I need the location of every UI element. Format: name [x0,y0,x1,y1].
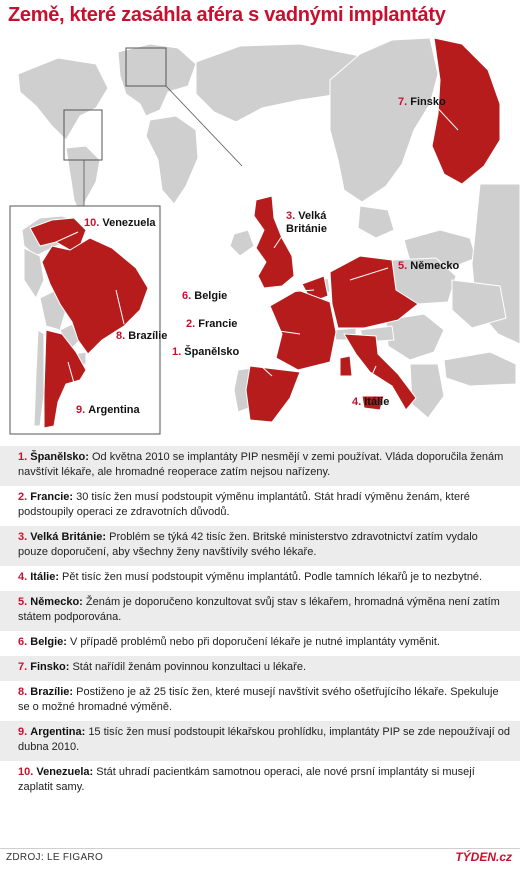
label-number: 8. [116,330,126,342]
note-number: 1. [18,451,28,463]
label-italie [352,396,389,409]
note-text: Od května 2010 se implantáty PIP nesmějí v zemi používat. Vláda doporučila ženám navštívit lékaře, ale hromadné reoperace zatím nejsou nařízeny. [18,451,504,478]
label-number: 5. [398,260,408,272]
label-name: Francie [198,318,238,330]
label-number: 1. [172,346,182,358]
note-item [0,656,520,681]
note-country: Německo: [30,596,83,608]
brand-logo[interactable]: TÝDEN.cz [455,850,512,864]
note-number: 9. [18,726,28,738]
note-country: Belgie: [30,636,67,648]
page-title: Země, které zasáhla aféra s vadnými implantáty [8,4,446,26]
label-name: Velká [298,210,327,222]
label-number: 3. [286,210,296,222]
note-number: 3. [18,531,28,543]
label-number: 4. [352,396,362,408]
note-item [0,486,520,526]
label-name: Venezuela [102,217,156,229]
note-text: Ženám je doporučeno konzultovat svůj stav s lékařem, hromadná výměna není zatím státem podporována. [18,596,500,623]
note-country: Itálie: [30,571,59,583]
note-text: Stát nařídil ženám povinnou konzultaci u lékaře. [72,661,307,673]
note-item [0,446,520,486]
note-country: Brazílie: [30,686,74,698]
label-name: Finsko [410,96,446,108]
note-item [0,681,520,721]
note-country: Argentina: [30,726,86,738]
note-item [0,526,520,566]
footer [0,848,520,869]
source-text: ZDROJ: LE FIGARO [6,852,104,863]
note-item [0,566,520,591]
label-name: Argentina [88,404,140,416]
label-name: Itálie [364,396,390,408]
label-name: Německo [410,260,460,272]
note-number: 7. [18,661,28,673]
note-number: 5. [18,596,28,608]
label-number: 7. [398,96,408,108]
note-text: Pět tisíc žen musí podstoupit výměnu implantátů. Podle tamních lékařů je to nezbytné. [62,571,483,583]
label-venezuela [84,217,156,230]
label-name: Brazílie [128,330,168,342]
map-area [0,34,520,442]
label-velka-britanie-line2 [286,223,327,236]
label-number: 6. [182,290,192,302]
label-belgie [182,290,227,303]
note-number: 4. [18,571,28,583]
label-name: Belgie [194,290,228,302]
label-finsko [398,96,446,109]
note-item [0,591,520,631]
label-number: 10. [84,217,100,229]
note-country: Francie: [30,491,74,503]
note-number: 10. [18,766,34,778]
note-number: 6. [18,636,28,648]
region-francie [270,290,336,370]
note-text: Problém se týká 42 tisíc žen. Britské ministerstvo zdravotnictví zatím vydalo pouze doporučení, aby všechny ženy navštívily svého lékaře. [18,531,478,558]
label-number: 9. [76,404,86,416]
label-spanelsko [172,346,239,359]
note-text: 15 tisíc žen musí podstoupit lékařskou prohlídku, implantáty PIP se zde nepoužívají od dubna 2010. [18,726,511,753]
region-sardinie [340,356,352,376]
label-brazilie [116,330,167,343]
note-text: Postiženo je až 25 tisíc žen, které musejí navštívit svého ošetřujícího lékaře. Spekuluje se o možné hromadné výměně. [18,686,499,713]
note-country: Venezuela: [36,766,94,778]
label-velka-britanie [286,210,326,223]
note-item [0,721,520,761]
label-number: 2. [186,318,196,330]
note-text: V případě problémů nebo při doporučení lékaře je nutné implantáty vyměnit. [70,636,440,648]
note-country: Velká Británie: [30,531,107,543]
note-item [0,631,520,656]
label-name: Španělsko [184,346,240,358]
note-country: Finsko: [30,661,70,673]
note-text: Stát uhradí pacientkám samotnou operaci, ale nové prsní implantáty si musejí zaplatit samy. [18,766,475,793]
note-number: 2. [18,491,28,503]
label-nemecko [398,260,459,273]
note-text: 30 tisíc žen musí podstoupit výměnu implantátů. Stát hradí výměnu ženám, které podstoupily operaci ze zdravotních důvodů. [18,491,470,518]
label-name: Británie [286,223,327,235]
notes-list [0,446,520,801]
label-argentina [76,404,140,417]
label-francie [186,318,237,331]
note-country: Španělsko: [30,451,89,463]
note-number: 8. [18,686,28,698]
note-item [0,761,520,801]
